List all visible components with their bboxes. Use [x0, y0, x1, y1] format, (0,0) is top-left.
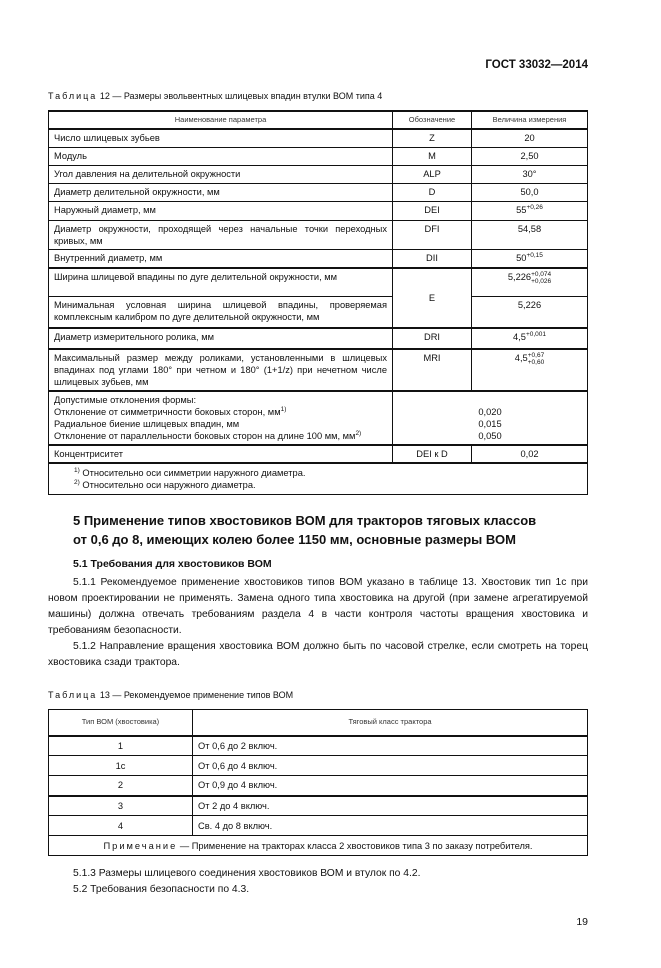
table-row	[49, 756, 588, 776]
table-row	[49, 796, 588, 816]
param-value	[472, 349, 588, 391]
param-name: Ширина шлицевой впадины по дуге делительной окружности, мм	[49, 268, 393, 296]
param-name: Диаметр делительной окружности, мм	[49, 183, 393, 201]
traction-class: От 0,6 до 2 включ.	[193, 736, 588, 756]
param-code: DRI	[393, 328, 472, 349]
param-value	[472, 201, 588, 220]
value-text: 5,226	[517, 299, 542, 310]
table-row	[49, 165, 588, 183]
form-title: Допустимые отклонения формы:	[54, 395, 197, 405]
traction-class: От 2 до 4 включ.	[193, 796, 588, 816]
table-header	[49, 710, 588, 736]
table13-caption	[48, 689, 588, 701]
param-name: Наружный диаметр, мм	[49, 201, 393, 220]
body-text	[48, 575, 588, 671]
tolerance: +0,26	[526, 203, 543, 211]
tolerance: +0,001	[525, 330, 546, 338]
tolerance	[531, 271, 551, 285]
table12-caption	[48, 90, 588, 102]
footnote-mark: 2)	[74, 478, 80, 486]
column-header: Тяговый класс трактора	[193, 710, 588, 736]
param-name: Максимальный размер между роликами, установленными в шлицевых впадинах под углами 180° при четном и 180° (1+1/z) при нечетном числе шлицевых зубьев, мм	[49, 349, 393, 391]
caption-text: 12 — Размеры эвольвентных шлицевых впадин втулки ВОМ типа 4	[99, 91, 383, 101]
footnotes-row	[49, 463, 588, 495]
table-row	[49, 183, 588, 201]
param-value	[472, 268, 588, 296]
param-code: MRI	[393, 349, 472, 391]
paragraph-5-1-2: 5.1.2 Направление вращения хвостовика ВОМ должно быть по часовой стрелке, если смотреть на торец хвостовика сзади трактора.	[48, 641, 588, 668]
title-line: 5 Применение типов хвостовиков ВОМ для тракторов тяговых классов	[73, 513, 537, 528]
param-code: DFI	[393, 220, 472, 249]
traction-class: Св. 4 до 8 включ.	[193, 816, 588, 836]
column-header: Обозначение	[393, 111, 472, 129]
footnote-mark: 2)	[355, 429, 362, 437]
value-text: 4,5	[513, 332, 526, 342]
body-text-end	[48, 866, 588, 898]
value-text: 55	[516, 204, 527, 215]
tolerance: +0,15	[526, 251, 543, 259]
table-header	[49, 111, 588, 129]
footnote-mark: 1)	[74, 466, 80, 474]
form-item-name: Радиальное биение шлицевых впадин, мм	[54, 419, 240, 429]
table-row	[49, 201, 588, 220]
form-item	[54, 418, 387, 430]
param-value	[472, 129, 588, 147]
column-header: Наименование параметра	[49, 111, 393, 129]
param-value: 0,02	[472, 445, 588, 463]
lower-deviation: +0,026	[531, 278, 552, 285]
param-code: DEI	[393, 201, 472, 220]
value-text: 50,0	[520, 186, 539, 197]
form-values	[393, 391, 588, 445]
form-item-value: 0,020	[478, 407, 502, 417]
form-item-value: 0,015	[478, 419, 502, 429]
param-value	[472, 183, 588, 201]
table-row	[49, 816, 588, 836]
table-row	[49, 147, 588, 165]
param-code: Z	[393, 129, 472, 147]
param-name: Число шлицевых зубьев	[49, 129, 393, 147]
param-value	[472, 165, 588, 183]
table-row	[49, 268, 588, 296]
param-name: Внутренний диаметр, мм	[49, 249, 393, 268]
param-name: Минимальная условная ширина шлицевой впадины, проверяемая комплексным калибром по дуге делительной окружности, мм	[49, 296, 393, 328]
form-item-value: 0,050	[478, 431, 502, 441]
table-row	[49, 220, 588, 249]
table-row	[49, 349, 588, 391]
subsection-5-1-title: 5.1 Требования для хвостовиков ВОМ	[73, 558, 272, 570]
pto-type: 1	[49, 736, 193, 756]
page-number: 19	[576, 916, 588, 928]
note-word: Примечание	[103, 840, 178, 851]
caption-text: 13 — Рекомендуемое применение типов ВОМ	[99, 690, 294, 700]
form-item-name: Отклонение от параллельности боковых сторон на длине 100 мм, мм	[54, 431, 356, 441]
section-5-title	[73, 511, 588, 549]
footnotes	[49, 463, 588, 495]
table-row	[49, 328, 588, 349]
table-note	[49, 836, 588, 856]
traction-class: От 0,6 до 4 включ.	[193, 756, 588, 776]
param-value	[472, 249, 588, 268]
param-code: DII	[393, 249, 472, 268]
column-header: Величина измерения	[472, 111, 588, 129]
lower-deviation: +0,60	[527, 359, 545, 366]
table-13	[48, 709, 588, 856]
param-name: Модуль	[49, 147, 393, 165]
pto-type: 4	[49, 816, 193, 836]
value-text: 50	[516, 252, 527, 263]
paragraph-5-1-3: 5.1.3 Размеры шлицевого соединения хвостовиков ВОМ и втулок по 4.2.	[73, 868, 421, 879]
table-row	[49, 736, 588, 756]
table-row	[49, 249, 588, 268]
pto-type: 1с	[49, 756, 193, 776]
param-code: E	[393, 268, 472, 328]
param-name: Диаметр измерительного ролика, мм	[49, 328, 393, 349]
upper-deviation: +0,67	[527, 352, 545, 359]
value-text: 5,226	[507, 272, 532, 282]
caption-word: Таблица	[48, 690, 98, 700]
param-name: Угол давления на делительной окружности	[49, 165, 393, 183]
note-text: — Применение на тракторах класса 2 хвостовиков типа 3 по заказу потребителя.	[179, 840, 533, 851]
form-item	[54, 406, 387, 418]
form-deviations	[49, 391, 393, 445]
title-line: от 0,6 до 8, имеющих колею более 1150 мм, основные размеры ВОМ	[73, 532, 516, 547]
form-item	[54, 430, 387, 442]
table-row	[49, 391, 588, 445]
pto-type: 3	[49, 796, 193, 816]
upper-deviation: +0,074	[531, 271, 552, 278]
table-row	[49, 445, 588, 463]
param-code: DEI к D	[393, 445, 472, 463]
value-text: 54,58	[517, 223, 542, 234]
value-text: 4,5	[514, 353, 528, 363]
document-header: ГОСТ 33032—2014	[485, 59, 588, 71]
param-name: Диаметр окружности, проходящей через начальные точки переходных кривых, мм	[49, 220, 393, 249]
tolerance	[528, 352, 544, 366]
param-value	[472, 147, 588, 165]
table-12	[48, 110, 588, 495]
footnote-text: Относительно оси наружного диаметра.	[82, 480, 256, 490]
param-code: M	[393, 147, 472, 165]
form-item-name: Отклонение от симметричности боковых сторон, мм	[54, 407, 281, 417]
param-value	[472, 220, 588, 249]
paragraph-5-2: 5.2 Требования безопасности по 4.3.	[73, 884, 250, 895]
param-name: Концентриситет	[49, 445, 393, 463]
note-row	[49, 836, 588, 856]
traction-class: От 0,9 до 4 включ.	[193, 776, 588, 796]
footnote-mark: 1)	[280, 405, 287, 413]
footnote-text: Относительно оси симметрии наружного диаметра.	[82, 468, 306, 478]
value-text: 2,50	[520, 150, 539, 161]
pto-type: 2	[49, 776, 193, 796]
table-row	[49, 296, 588, 328]
param-value	[472, 328, 588, 349]
param-value	[472, 296, 588, 328]
param-code: D	[393, 183, 472, 201]
table-row	[49, 129, 588, 147]
param-code: ALP	[393, 165, 472, 183]
caption-word: Таблица	[48, 91, 98, 101]
value-text: 20	[524, 133, 535, 143]
column-header: Тип ВОМ (хвостовика)	[49, 710, 193, 736]
table-row	[49, 776, 588, 796]
value-text: 30°	[522, 168, 537, 179]
paragraph-5-1-1: 5.1.1 Рекомендуемое применение хвостовиков типов ВОМ указано в таблице 13. Хвостовик тип 1с при новом проектировании не применять. Замена одного типа хвостовика на другой (при замене агрегатируемой машины) должна отвечать требованиям раздела 4 в части контроля частоты вращения хвостовика и требованиям безопасности.	[48, 577, 588, 636]
